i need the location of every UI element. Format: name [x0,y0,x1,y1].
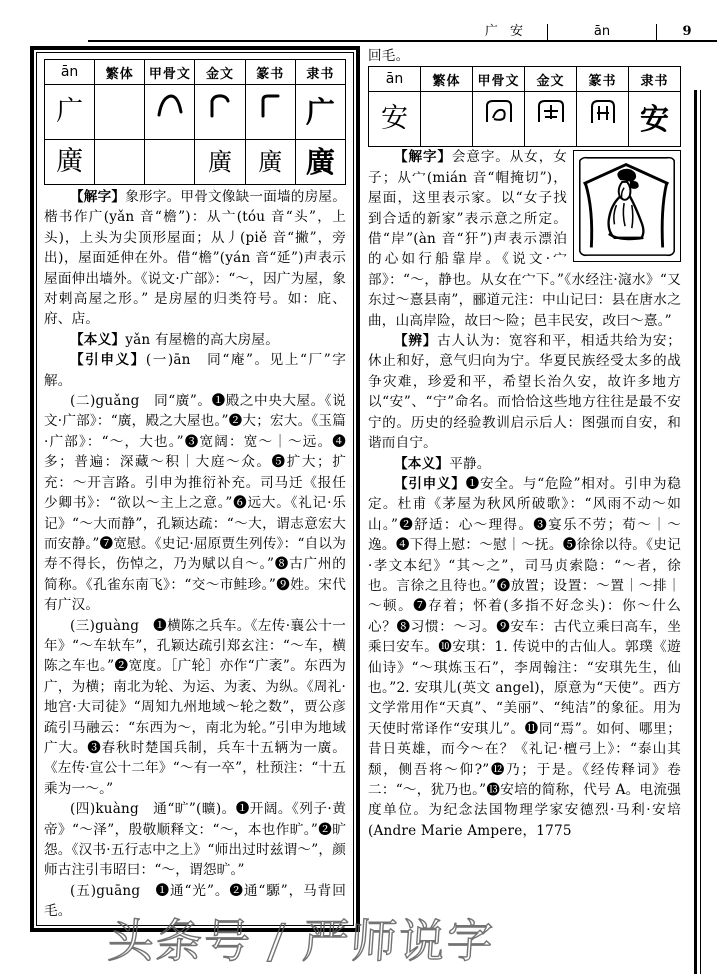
table-row [369,92,681,147]
glyph-seal-guang-trad: 廣 [245,140,295,185]
table-header-pinyin: ān [45,60,95,85]
glyph-seal-an [577,92,629,147]
benyi-entry-guang [44,330,346,350]
yinshen-entry-guang-1 [44,350,346,391]
jiezi-label: 【解字】 [70,189,126,205]
yinshen-entry-guang-3 [44,616,346,800]
yinshen-entry-guang-2 [44,391,346,615]
right-column-inner-rule [700,90,701,974]
script-evolution-table-guang [44,59,346,185]
page-body [0,44,717,944]
table-header-seal: 篆书 [245,60,295,85]
glyph-clerical-guang: 广 [295,85,345,140]
yinshen-label: 【引申义】 [70,352,146,369]
bian-label: 【辨】 [394,333,438,350]
table-header-seal: 篆书 [577,67,629,92]
glyph-oracle-an [473,92,525,147]
yinshen-sense-3: (三)guàng ❶横陈之兵车。《左传·襄公十一年》“～车轪车”，孔颖达疏引郑玄注：“～车，横陈之车也。”❷宽度。［广轮］亦作“广袤”。东西为广，为横；南北为轮、为运、为袤、为纵。《周礼·地宫·大司徒》“周知九州地域～轮之数”，贾公彦疏引马融云：“东西为～，南北为轮。”引申为地域广大。❸春秋时楚国兵制，兵车十五辆为一廣。《左传·宣公十二年》“～有一卒”，杜预注：“十五乘为一～。” [44,617,346,797]
left-column-frame [30,46,360,932]
glyph-simplified-an: 安 [369,92,421,147]
jiezi-entry-guang [44,187,346,330]
benyi-entry-an [368,454,681,474]
glyph-traditional-empty-2 [95,140,145,185]
yinshen-sense-4: (四)kuàng 通“旷”(曠)。❶开阔。《列子·黄帝》“～泽”，殷敬顺释文：“～，本也作旷。”❷旷怨。《汉书·五行志中之上》“师出过时兹谓～”，颜师古注引韦昭曰：“～，谓怨旷。” [44,801,346,879]
glyph-clerical-an: 安 [629,92,681,147]
script-evolution-table-an [368,66,681,147]
benyi-label: 【本义】 [394,455,450,472]
yinshen-entry-an [368,474,681,841]
left-column [36,52,354,926]
yinshen-sense-1: (一)ān 同“庵”。见上“厂”字解。 [44,352,347,389]
glyph-bronze-guang [195,85,245,140]
glyph-traditional-empty [421,92,473,147]
yinshen-label: 【引申义】 [394,475,466,492]
table-header-oracle: 甲骨文 [145,60,195,85]
benyi-text: yǎn 有屋檐的高大房屋。 [125,331,279,348]
running-head-headwords: 广 安 [465,24,548,40]
benyi-label: 【本义】 [70,331,126,348]
table-header-clerical: 隶书 [295,60,345,85]
yinshen-text: ❶安全。与“危险”相对。引申为稳定。杜甫《茅屋为秋风所破歌》：“风雨不动～如山。”❷舒适：心～理得。❸宴乐不劳；荀～｜～逸。❹下得上慰：～慰｜～抚。❺徐徐以待。《史记·孝文本纪》“其～之”，司马贞索隐：“～者，徐也。言徐之且待也。”❻放置；设置：～置｜～排｜～顿。❼存着；怀着(多指不好念头)：你～什么心？❽习惯：～习。❾安车：古代立乘曰高车，坐乘曰安车。❿安琪：1. 传说中的古仙人。郭璞《遊仙诗》“～琪炼玉石”，李周翰注：“安琪先生，仙也。”2. 安琪儿(英文 angel)，原意为“天使”。西方文学常用作“天真”、“美丽”、“纯洁”的象征。用为天使时常译作“安琪儿”。⓫同“焉”。如何、哪里；昔日英雄，而今～在？《礼记·檀弓上》：“泰山其颓，侧吾将～仰?”⓬乃；于是。《经传释词》卷二：“～，犹乃也。”⓭安培的简称，代号 A。电流强度单位。为纪念法国物理学家安德烈·马利·安培(Andre Marie Ampere，1775 [368,475,681,839]
glyph-bronze-guang-trad: 廣 [195,140,245,185]
table-header-row [369,67,681,92]
table-header-oracle: 甲骨文 [473,67,525,92]
right-column-outer-rule [694,90,697,974]
glyph-oracle-guang [145,85,195,140]
running-head-rule [88,40,717,42]
glyph-seal-guang [245,85,295,140]
jiezi-text: 象形字。甲骨文像缺一面墙的房屋。楷书作广(yǎn 音“檐”)：从亠(tóu 音“头”，上头)，上头为尖顶形屋面；从丿(piě 音“撇”，旁出)，屋面延伸在外。借“檐”(yán 音“延”)声表示屋面伸出墙外。《说文·广部》：“～，因广为屋，象对剌高屋之形。” 是房屋的归类符号。如：庇、府、店。 [44,189,346,328]
benyi-text: 平静。 [449,455,491,472]
bian-entry-an [368,331,681,453]
glyph-traditional-empty [95,85,145,140]
running-head-pinyin: ān [548,24,657,40]
watermark: 头条号 / 严师说字 [106,914,497,968]
woman-kneeling-under-roof-illustration [573,150,681,262]
table-header-clerical: 隶书 [629,67,681,92]
table-header-bronze: 金文 [195,60,245,85]
page-number: 9 [682,24,692,39]
glyph-bronze-an [525,92,577,147]
table-header-traditional: 繁体 [421,67,473,92]
table-header-row [45,60,346,85]
yinshen-entry-guang-5 [44,881,346,922]
right-column [368,46,687,946]
glyph-simplified-guang: 广 [45,85,95,140]
table-header-bronze: 金文 [525,67,577,92]
table-header-traditional: 繁体 [95,60,145,85]
jiezi-label: 【解字】 [394,149,452,166]
table-row [45,85,346,140]
table-header-pinyin: ān [369,67,421,92]
glyph-oracle-empty [145,140,195,185]
bian-text: 古人认为：宽容和平，相适共给为安；休止和好，意气归向为宁。华夏民族经受太多的战争灾难，珍爱和平，希望长治久安，故许多地方以“安”、“宁”命名。而恰恰这些地方往往是最不安宁的。历史的经验教训启示后人：图强而自安，和谐而自宁。 [368,333,681,452]
table-row [45,140,346,185]
continuation-text: 回毛。 [368,48,410,64]
running-head [0,14,717,40]
yinshen-sense-5: (五)guāng ❶通“光”。❷通“騵”，马背回毛。 [44,882,346,920]
yinshen-entry-guang-4 [44,799,346,881]
glyph-clerical-guang-trad: 廣 [295,140,345,185]
glyph-simplified-guang-trad: 廣 [45,140,95,185]
yinshen-sense-2: (二)guǎng 同“廣”。❶殿之中央大屋。《说文·广部》：“廣，殿之大屋也。”❷大；宏大。《玉篇·广部》：“～，大也。”❸宽阔：宽～｜～远。❹多；普遍：深藏～积｜大庭～众。❺扩大；扩充：～开言路。引申为推衍补充。司马迁《报任少卿书》：“欲以～主上之意。”❻远大。《礼记·乐记》“～大而静”，孔颖达疏：“～大，谓志意宏大而安静。”❼宽慰。《史记·屈原贾生列传》：“自以为寿不得长，伤悼之，乃为赋以自～。”❽古广州的简称。《孔雀东南飞》：“交～市鲑珍。”❾姓。宋代有广汉。 [44,393,346,614]
jiezi-text: 会意字。从女，女子；从宀(mián 音“帽掩切”)，屋面，这里表示家。以“女子找到合适的新家”表示意之所定。借“岸”(àn 音“犴”)声表示漂泊的心如行船靠岸。《说文·宀部》：“～，静也。从女在宀下。”《水经注·滱水》“又东过～憙县南”，郦道元注：中山记曰：县在唐水之曲，山高岸险，故曰～险；邑丰民安，改曰～憙。” [368,149,681,329]
